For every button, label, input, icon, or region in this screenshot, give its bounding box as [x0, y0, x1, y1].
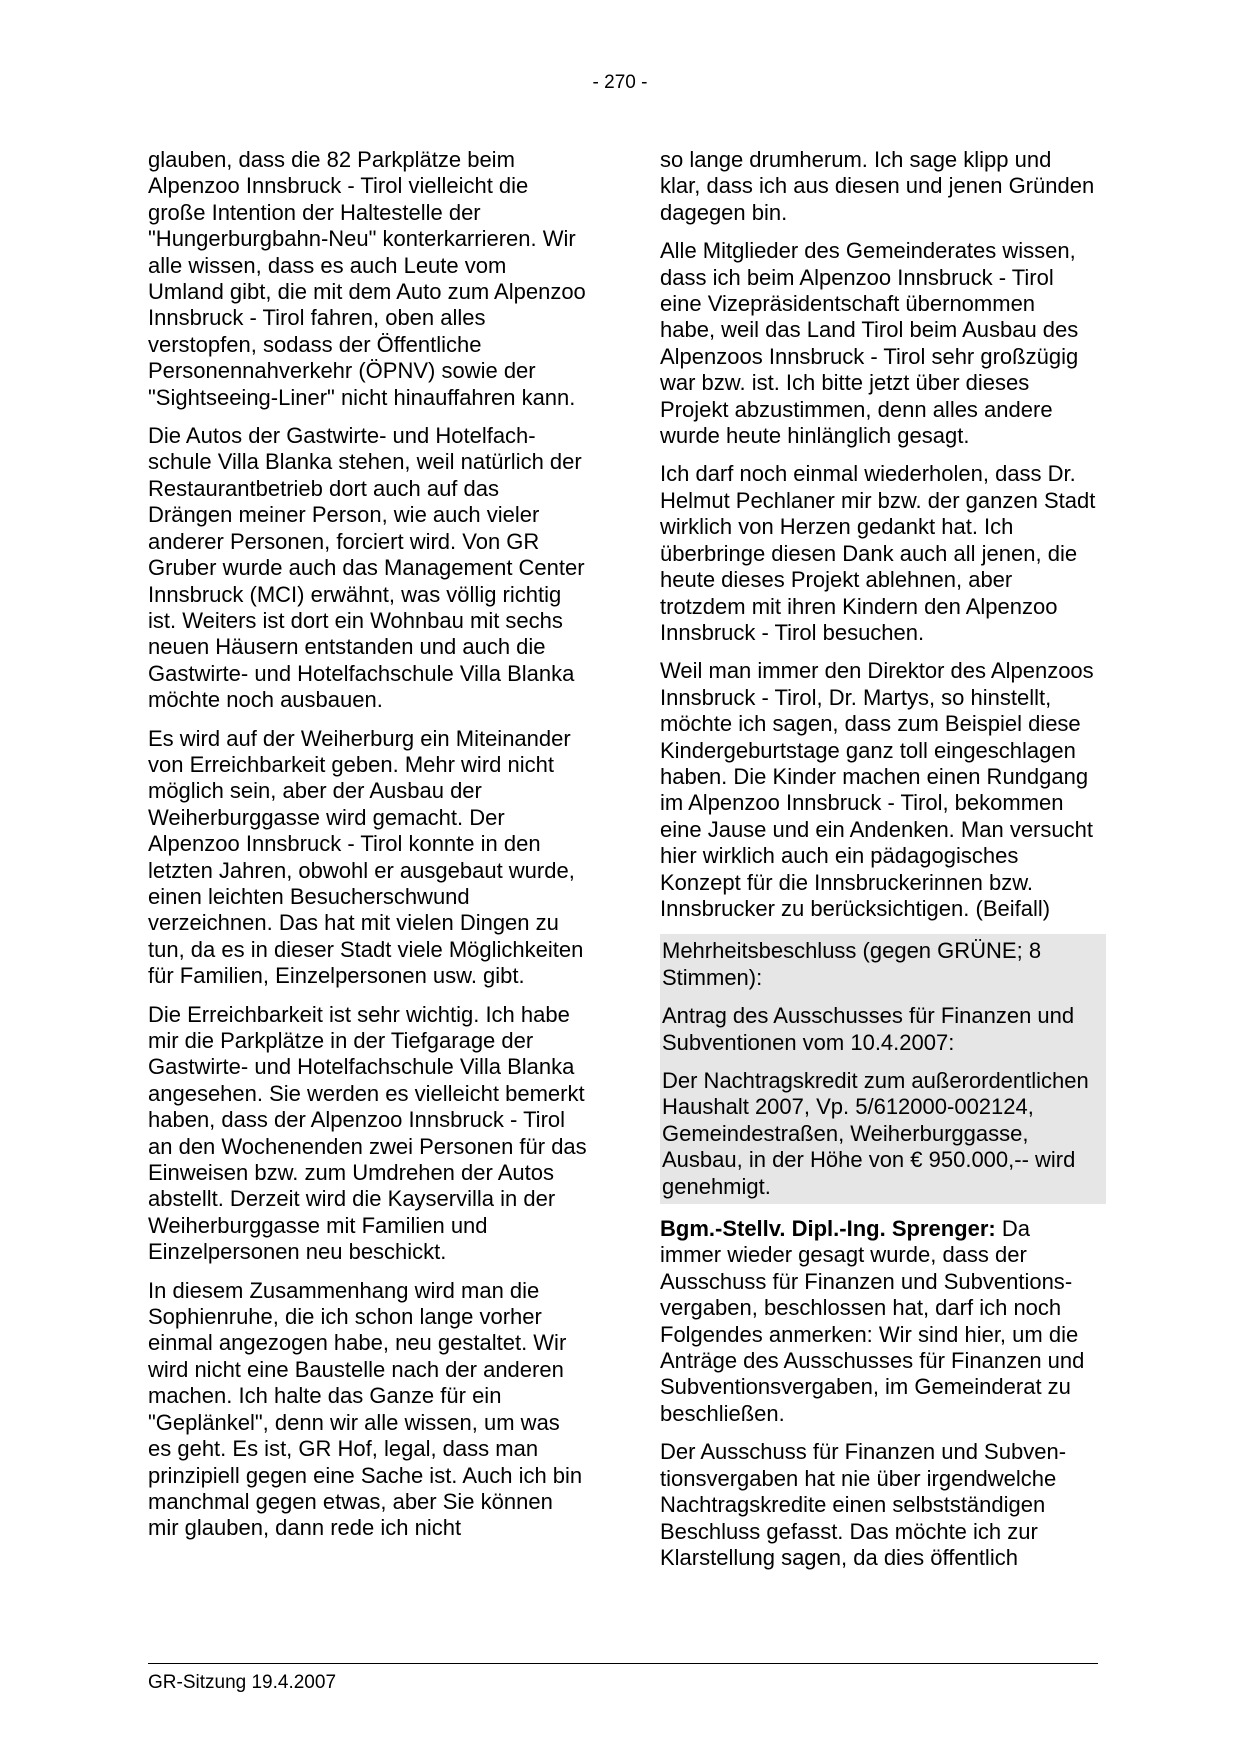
page-number: - 270 -	[592, 72, 648, 93]
resolution-box	[660, 934, 1106, 1204]
paragraph: Ich darf noch einmal wiederholen, dass Dr. Helmut Pechlaner mir bzw. der ganzen Stadt wirklich von Herzen gedankt hat. Ich überbringe diesen Dank auch all jenen, die heute dieses Projekt ablehnen, aber trotzdem mit ihren Kindern den Alpenzoo Innsbruck - Tirol besuchen.	[660, 461, 1096, 645]
speaker-name: Bgm.-Stellv. Dipl.-Ing. Sprenger:	[660, 1216, 996, 1242]
speaker-paragraph	[660, 1216, 1096, 1427]
paragraph: Die Erreichbarkeit ist sehr wichtig. Ich habe mir die Parkplätze in der Tiefgarage der Gastwirte- und Hotelfachschule Villa Blanka angesehen. Sie werden es vielleicht bemerkt haben, dass der Alpenzoo Innsbruck - Tirol an den Wochenenden zwei Personen für das Einweisen bzw. zum Umdrehen der Autos abstellt. Derzeit wird die Kayservilla in der Weiherburggasse mit Familien und Einzelpersonen neu beschickt.	[148, 1001, 587, 1265]
resolution-vote: Mehrheitsbeschluss (gegen GRÜNE; 8 Stimmen):	[662, 938, 1042, 990]
paragraph: Die Autos der Gastwirte- und Hotelfachschule Villa Blanka stehen, weil natürlich der Restaurantbetrieb dort auch auf das Drängen meiner Person, wie auch vieler anderer Personen, forciert wird. Von GR Gruber wurde auch das Management Center Innsbruck (MCI) erwähnt, was völlig richtig ist. Weiters ist dort ein Wohnbau mit sechs neuen Häusern entstanden und auch die Gastwirte- und Hotelfachschule Villa Blanka möchte noch ausbauen.	[148, 423, 585, 713]
paragraph: In diesem Zusammenhang wird man die Sophienruhe, die ich schon lange vorher einmal angezogen habe, neu gestaltet. Wir wird nicht eine Baustelle nach der anderen machen. Ich halte das Ganze für ein "Geplänkel", denn wir alle wissen, um was es geht. Es ist, GR Hof, legal, dass man prinzipiell gegen eine Sache ist. Auch ich bin manchmal gegen etwas, aber Sie können mir glauben, dann rede ich nicht	[148, 1277, 583, 1541]
paragraph: so lange drumherum. Ich sage klipp und klar, dass ich aus diesen und jenen Gründen dagegen bin.	[660, 147, 1095, 225]
paragraph: Es wird auf der Weiherburg ein Miteinander von Erreichbarkeit geben. Mehr wird nicht möglich sein, aber der Ausbau der Weiherburggasse wird gemacht. Der Alpenzoo Innsbruck - Tirol konnte in den letzten Jahren, obwohl er ausgebaut wurde, einen leichten Besucherschwund verzeichnen. Das hat mit vielen Dingen zu tun, da es in dieser Stadt viele Möglichkeiten für Familien, Einzelpersonen usw. gibt.	[148, 725, 584, 989]
footer-text: GR-Sitzung 19.4.2007	[148, 1672, 337, 1693]
paragraph: Alle Mitglieder des Gemeinderates wissen, dass ich beim Alpenzoo Innsbruck - Tirol eine Vizepräsidentschaft übernommen habe, weil das Land Tirol beim Ausbau des Alpenzoos Innsbruck - Tirol sehr großzügig war bzw. ist. Ich bitte jetzt über dieses Projekt abzustimmen, denn alles andere wurde heute hinlänglich gesagt.	[660, 238, 1079, 449]
paragraph: Weil man immer den Direktor des Alpenzoos Innsbruck - Tirol, Dr. Martys, so hinstellt, möchte ich sagen, dass zum Beispiel diese Kindergeburtstage ganz toll eingeschlagen haben. Die Kinder machen einen Rundgang im Alpenzoo Innsbruck - Tirol, bekommen eine Jause und ein Andenken. Man versucht hier wirklich auch ein pädagogisches Konzept für die Innsbruckerinnen bzw. Innsbrucker zu berücksichtigen. (Beifall)	[660, 658, 1094, 921]
speaker-text: Da immer wieder gesagt wurde, dass der Ausschuss für Finanzen und Subventionsvergaben, beschlossen hat, darf ich noch Folgendes anmerken: Wir sind hier, um die Anträge des Ausschusses für Finanzen und Subventionsvergaben, im Gemeinderat zu beschließen.	[660, 1216, 1085, 1426]
resolution-text: Der Nachtragskredit zum außerordentlichen Haushalt 2007, Vp. 5/612000-002124, Gemeindestraßen, Weiherburggasse, Ausbau, in der Höhe von € 950.000,-- wird genehmigt.	[662, 1068, 1089, 1199]
paragraph: glauben, dass die 82 Parkplätze beim Alpenzoo Innsbruck - Tirol vielleicht die große Intention der Haltestelle der "Hungerburgbahn-Neu" konterkarrieren. Wir alle wissen, dass es auch Leute vom Umland gibt, die mit dem Auto zum Alpenzoo Innsbruck - Tirol fahren, oben alles verstopfen, sodass der Öffentliche Personennahverkehr (ÖPNV) sowie der "Sightseeing-Liner" nicht hinauffahren kann.	[148, 147, 586, 410]
footer-divider	[148, 1663, 1098, 1664]
resolution-motion: Antrag des Ausschusses für Finanzen und Subventionen vom 10.4.2007:	[662, 1003, 1075, 1055]
paragraph: Der Ausschuss für Finanzen und Subventionsvergaben hat nie über irgendwelche Nachtragskredite einen selbstständigen Beschluss gefasst. Das möchte ich zur Klarstellung sagen, da dies öffentlich	[660, 1439, 1067, 1570]
left-column	[148, 147, 588, 1554]
right-column	[660, 147, 1096, 1583]
